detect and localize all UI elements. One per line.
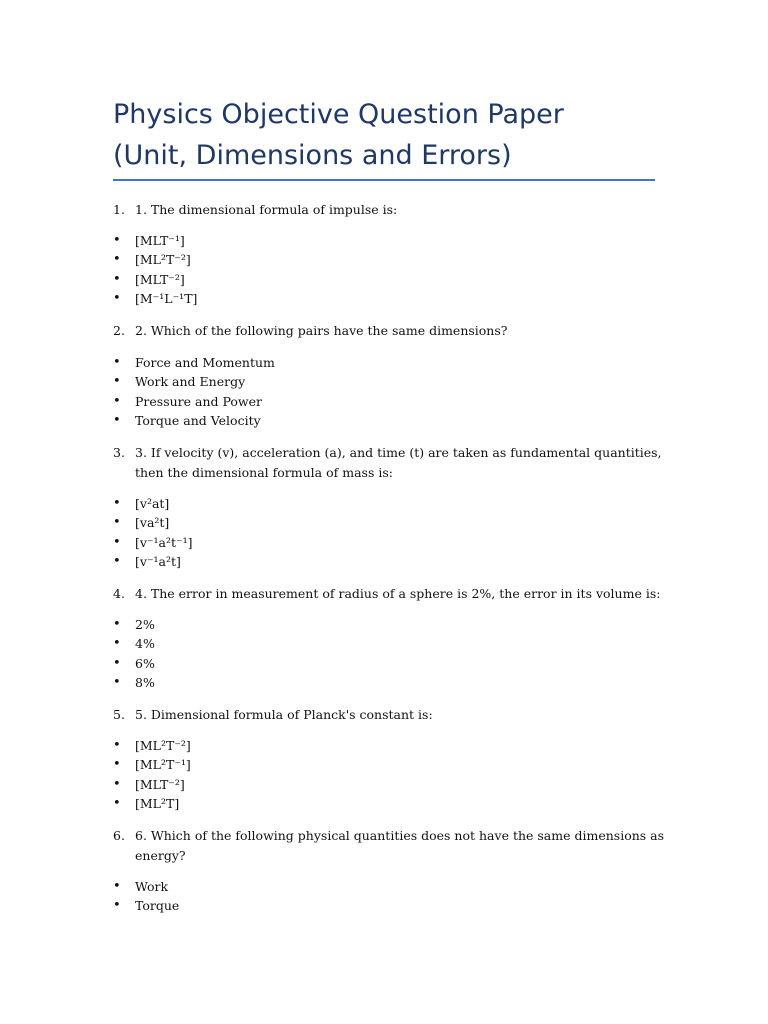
option-text: [MLT⁻²]	[135, 271, 185, 287]
option-text: 2%	[135, 617, 155, 632]
bullet-icon: •	[113, 554, 121, 570]
question-6-options	[113, 877, 673, 916]
option-text: [v²at]	[135, 496, 170, 511]
bullet-icon: •	[113, 738, 121, 753]
question-text: 2. Which of the following pairs have the same dimensions?	[135, 323, 508, 338]
bullet-icon: •	[113, 413, 121, 429]
bullet-icon: •	[113, 879, 121, 894]
bullet-icon: •	[113, 636, 121, 652]
page-title	[113, 94, 673, 176]
option-text: 8%	[135, 675, 155, 691]
option-item	[113, 654, 673, 673]
question-text: 1. The dimensional formula of impulse is:	[135, 202, 398, 217]
option-text: [va²t]	[135, 515, 170, 531]
question-1	[113, 200, 673, 220]
bullet-icon: •	[113, 393, 121, 409]
option-item	[113, 736, 673, 755]
bullet-icon: •	[113, 515, 121, 531]
option-text: Torque	[135, 898, 180, 914]
option-item	[113, 513, 673, 532]
bullet-icon: •	[113, 534, 121, 550]
question-number: 1.	[113, 202, 125, 217]
option-item	[113, 372, 673, 391]
option-item	[113, 494, 673, 513]
option-text: [MLT⁻¹]	[135, 233, 185, 248]
option-text: Force and Momentum	[135, 355, 275, 370]
bullet-icon: •	[113, 617, 121, 632]
option-text: Work and Energy	[135, 374, 246, 390]
question-3-options	[113, 494, 673, 572]
option-text: [ML²T⁻²]	[135, 738, 191, 753]
option-item	[113, 775, 673, 794]
bullet-icon: •	[113, 898, 121, 914]
option-text: [ML²T]	[135, 796, 180, 812]
question-6	[113, 826, 673, 866]
option-text: [ML²T⁻²]	[135, 252, 191, 268]
bullet-icon: •	[113, 233, 121, 248]
option-item	[113, 755, 673, 774]
option-text: [ML²T⁻¹]	[135, 757, 191, 773]
option-item	[113, 634, 673, 653]
bullet-icon: •	[113, 291, 121, 307]
question-text: 5. Dimensional formula of Planck's constant is:	[135, 707, 433, 722]
option-text: [v⁻¹a²t]	[135, 554, 181, 570]
option-item	[113, 289, 673, 308]
question-number: 5.	[113, 707, 125, 722]
question-number: 2.	[113, 323, 125, 338]
option-item	[113, 896, 673, 915]
option-text: Work	[135, 879, 169, 894]
title-line-1: Physics Objective Question Paper	[113, 99, 564, 130]
bullet-icon: •	[113, 776, 121, 792]
question-2	[113, 321, 673, 341]
option-item	[113, 250, 673, 269]
question-number: 6.	[113, 828, 125, 843]
option-text: [MLT⁻²]	[135, 776, 185, 792]
option-item	[113, 533, 673, 552]
question-4-options	[113, 615, 673, 693]
option-text: Pressure and Power	[135, 393, 262, 409]
option-item	[113, 673, 673, 692]
option-text: 6%	[135, 655, 155, 671]
question-5-options	[113, 736, 673, 814]
question-4	[113, 584, 673, 604]
question-text: 3. If velocity (v), acceleration (a), and time (t) are taken as fundamental quantities, then the dimensional formula of mass is:	[135, 445, 662, 480]
bullet-icon: •	[113, 355, 121, 370]
question-text: 4. The error in measurement of radius of a sphere is 2%, the error in its volume is:	[135, 586, 661, 601]
option-item	[113, 411, 673, 430]
option-text: [M⁻¹L⁻¹T]	[135, 291, 198, 307]
option-item	[113, 794, 673, 813]
question-3	[113, 443, 673, 483]
bullet-icon: •	[113, 252, 121, 268]
option-item	[113, 231, 673, 250]
bullet-icon: •	[113, 271, 121, 287]
title-line-2: (Unit, Dimensions and Errors)	[113, 140, 512, 171]
question-2-options	[113, 353, 673, 431]
bullet-icon: •	[113, 655, 121, 671]
option-text: [v⁻¹a²t⁻¹]	[135, 534, 193, 550]
question-text: 6. Which of the following physical quantities does not have the same dimensions as energy?	[135, 828, 665, 863]
option-text: Torque and Velocity	[135, 413, 261, 429]
option-item	[113, 877, 673, 896]
bullet-icon: •	[113, 796, 121, 812]
question-1-options	[113, 231, 673, 309]
bullet-icon: •	[113, 374, 121, 390]
title-underline	[113, 179, 655, 181]
option-text: 4%	[135, 636, 155, 652]
question-number: 4.	[113, 586, 125, 601]
bullet-icon: •	[113, 757, 121, 773]
option-item	[113, 615, 673, 634]
bullet-icon: •	[113, 675, 121, 691]
question-5	[113, 705, 673, 725]
option-item	[113, 392, 673, 411]
question-number: 3.	[113, 445, 125, 460]
option-item	[113, 270, 673, 289]
option-item	[113, 353, 673, 372]
bullet-icon: •	[113, 496, 121, 511]
option-item	[113, 552, 673, 571]
